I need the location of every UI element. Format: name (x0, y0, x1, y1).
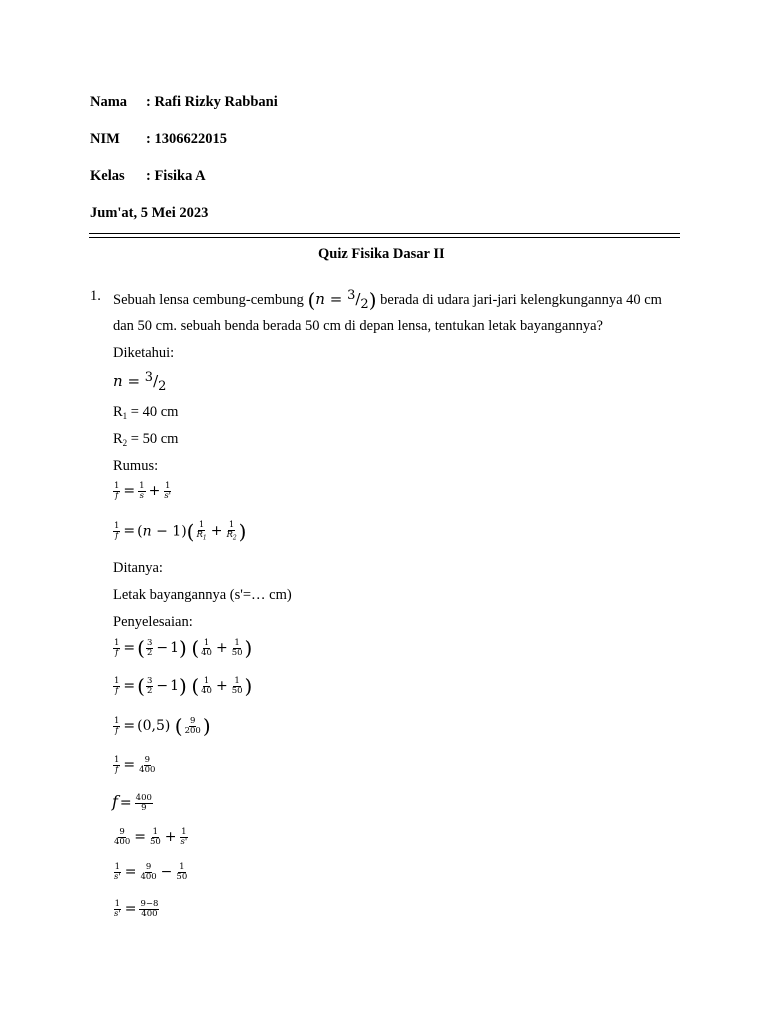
solution-step-1: $\frac{1}{f}$ = ( $\frac{3}{2}$ − 1) ( $\frac{1}{40}$ + $\frac{1}{50}$ ) (114, 636, 253, 660)
known-r1: $R_1 = 40$ cm (113, 404, 179, 421)
page-title: Quiz Fisika Dasar II (318, 246, 445, 262)
formula-lens-equation: $\frac{1}{f}$ = $\frac{1}{s}$ + $\frac{1}{s'}$ (114, 481, 172, 501)
asked-label: Ditanya: (113, 560, 163, 576)
nim-value: : 1306622015 (146, 131, 227, 147)
solution-step-7: $\frac{1}{s'}$ = $\frac{9}{400}$ − $\frac{1}{50}$ (114, 862, 188, 882)
question-text-b: berada di udara jari-jari kelengkungannya 40 cm (380, 292, 662, 308)
double-rule-bottom (89, 237, 680, 238)
name-value: : Rafi Rizky Rabbani (146, 94, 278, 110)
known-n: n = 3/2 (113, 370, 167, 394)
solution-label: Penyelesaian: (113, 614, 193, 630)
question-text-a: Sebuah lensa cembung-cembung (113, 292, 304, 308)
solution-step-4: $\frac{1}{f}$ = $\frac{9}{400}$ (114, 755, 156, 775)
solution-step-5: f = $\frac{400}{9}$ (112, 792, 152, 813)
formula-label: Rumus: (113, 458, 159, 474)
question-number: 1. (90, 288, 101, 304)
question-line-2: dan 50 cm. sebuah benda berada 50 cm di depan lensa, tentukan letak bayangannya? (113, 318, 603, 334)
solution-step-2: $\frac{1}{f}$ = ( $\frac{3}{2}$ − 1) ( $\frac{1}{40}$ + $\frac{1}{50}$ ) (114, 674, 253, 698)
formula-lensmaker: $\frac{1}{f}$ = (n − 1)( $\frac{1}{R_1}$ + $\frac{1}{R_2}$ ) (114, 519, 247, 544)
solution-step-6: $\frac{9}{400}$ = $\frac{1}{50}$ + $\frac{1}{s'}$ (114, 827, 188, 847)
question-line-1 (113, 283, 662, 318)
question-inline-math: (n = 3/2) (307, 288, 377, 312)
name-label: Nama (90, 94, 128, 110)
nim-line (90, 131, 227, 148)
class-label: Kelas (90, 168, 125, 184)
class-line (90, 168, 206, 185)
asked-text: Letak bayangannya (s'=… cm) (113, 587, 292, 603)
class-value: : Fisika A (146, 168, 206, 184)
nim-label: NIM (90, 131, 120, 147)
known-r2: $R_2 = 50$ cm (113, 431, 179, 448)
known-label: Diketahui: (113, 345, 175, 361)
solution-step-8: $\frac{1}{s'}$ = $\frac{9-8}{400}$ (114, 899, 159, 919)
name-line (90, 94, 278, 111)
double-rule-top (89, 233, 680, 234)
solution-step-3: $\frac{1}{f}$ = (0,5) ( $\frac{9}{200}$ ) (114, 714, 211, 738)
date-line: Jum'at, 5 Mei 2023 (90, 205, 209, 221)
